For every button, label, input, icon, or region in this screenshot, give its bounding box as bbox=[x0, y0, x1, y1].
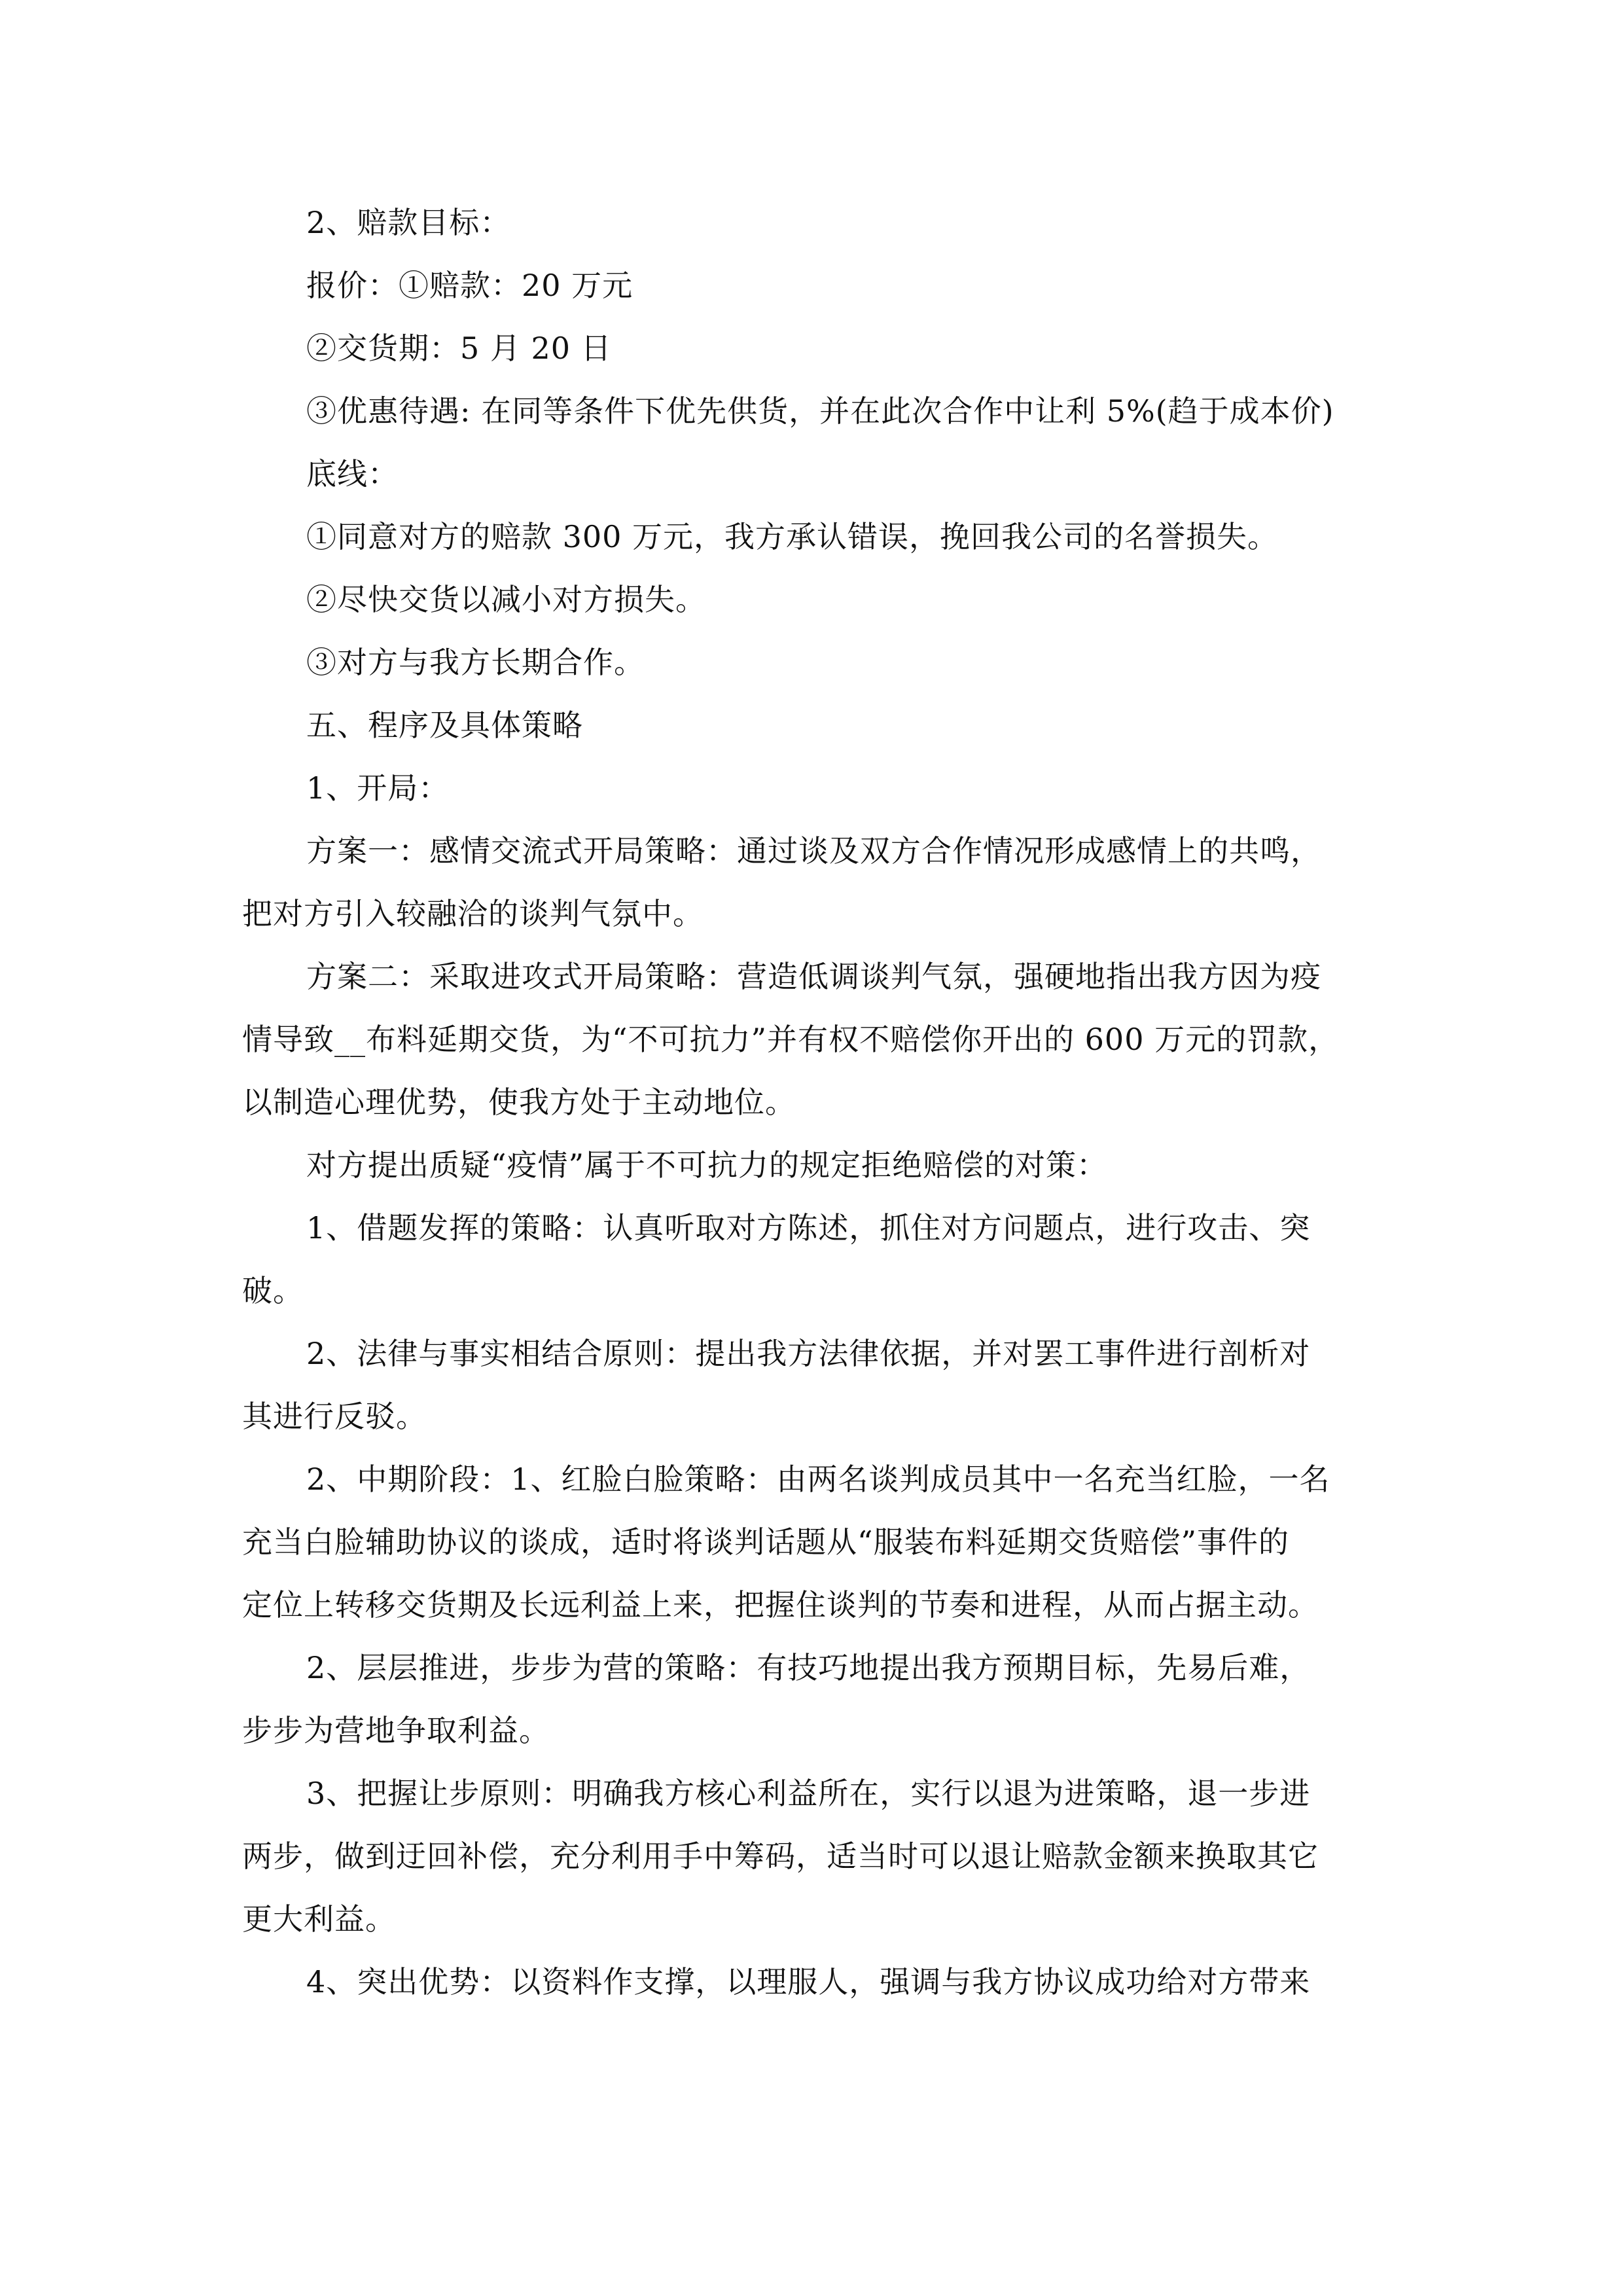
paragraph-line: 3、把握让步原则：明确我方核心利益所在，实行以退为进策略，退一步进 bbox=[306, 1776, 1311, 1811]
paragraph-line: 方案二：采取进攻式开局策略：营造低调谈判气氛，强硬地指出我方因为疫 bbox=[306, 959, 1321, 994]
paragraph-line: ③优惠待遇: 在同等条件下优先供货，并在此次合作中让利 5%(趋于成本价) bbox=[306, 393, 1334, 429]
paragraph-line: ①同意对方的赔款 300 万元，我方承认错误，挽回我公司的名誉损失。 bbox=[306, 519, 1279, 554]
paragraph-line: 步步为营地争取利益。 bbox=[242, 1713, 550, 1748]
paragraph-line: 更大利益。 bbox=[242, 1901, 396, 1937]
paragraph-line: 以制造心理优势，使我方处于主动地位。 bbox=[242, 1085, 796, 1120]
paragraph-line: 破。 bbox=[242, 1273, 304, 1308]
paragraph-line: 底线： bbox=[306, 456, 399, 492]
document-body bbox=[242, 191, 1394, 2013]
paragraph-line: 定位上转移交货期及长远利益上来，把握住谈判的节奏和进程，从而占据主动。 bbox=[242, 1587, 1319, 1623]
paragraph-line: 两步，做到迂回补偿，充分利用手中筹码，适当时可以退让赔款金额来换取其它 bbox=[242, 1839, 1319, 1874]
paragraph-line: 2、法律与事实相结合原则：提出我方法律依据，并对罢工事件进行剖析对 bbox=[306, 1336, 1311, 1371]
paragraph-line: 充当白脸辅助协议的谈成，适时将谈判话题从“服装布料延期交货赔偿”事件的 bbox=[242, 1524, 1290, 1560]
paragraph-line: 方案一：感情交流式开局策略：通过谈及双方合作情况形成感情上的共鸣， bbox=[306, 833, 1321, 869]
section-heading: 五、程序及具体策略 bbox=[306, 708, 583, 743]
paragraph-line: 对方提出质疑“疫情”属于不可抗力的规定拒绝赔偿的对策： bbox=[306, 1147, 1108, 1183]
paragraph-line: 2、层层推进，步步为营的策略：有技巧地提出我方预期目标，先易后难， bbox=[306, 1650, 1311, 1685]
section-heading: 2、赔款目标： bbox=[306, 205, 511, 240]
paragraph-line: 2、中期阶段：1、红脸白脸策略：由两名谈判成员其中一名充当红脸，一名 bbox=[306, 1462, 1330, 1497]
paragraph-line: 1、借题发挥的策略：认真听取对方陈述，抓住对方问题点，进行攻击、突 bbox=[306, 1210, 1311, 1246]
paragraph-line: ②交货期：5 月 20 日 bbox=[306, 331, 612, 366]
paragraph-line: 报价：①赔款：20 万元 bbox=[306, 268, 633, 303]
paragraph-line: 4、突出优势：以资料作支撑，以理服人，强调与我方协议成功给对方带来 bbox=[306, 1964, 1311, 2000]
paragraph-line: 把对方引入较融洽的谈判气氛中。 bbox=[242, 896, 704, 931]
paragraph-line: 情导致__布料延期交货，为“不可抗力”并有权不赔偿你开出的 600 万元的罚款， bbox=[242, 1022, 1340, 1057]
paragraph-line: ③对方与我方长期合作。 bbox=[306, 645, 645, 680]
section-heading: 1、开局： bbox=[306, 770, 450, 806]
paragraph-line: 其进行反驳。 bbox=[242, 1399, 427, 1434]
paragraph-line: ②尽快交货以减小对方损失。 bbox=[306, 582, 706, 617]
